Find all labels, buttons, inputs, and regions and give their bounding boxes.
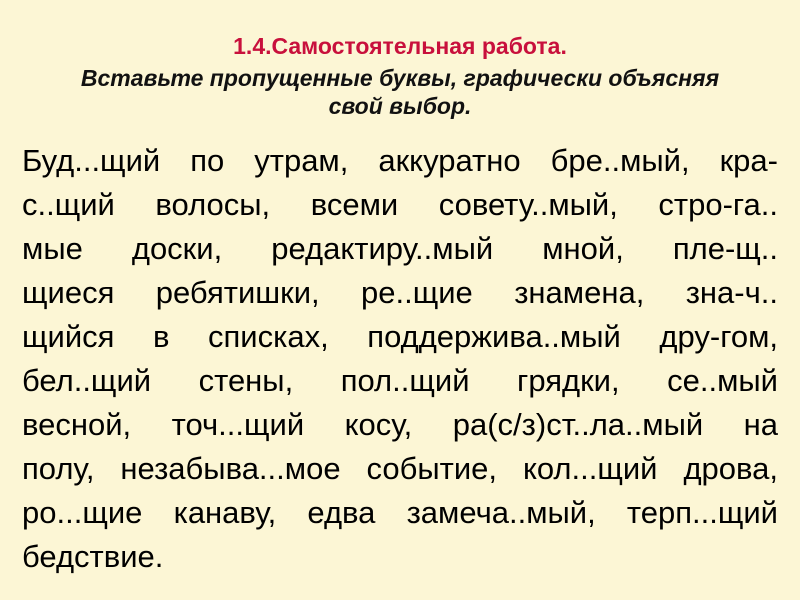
exercise-line: весной, точ...щий косу, ра(с/з)ст..ла..мый на [22,407,778,442]
instruction-line-2: свой выбор. [328,93,472,119]
task-instruction [40,64,760,120]
exercise-line: полу, незабыва...мое событие, кол...щий дрова, [22,451,778,486]
exercise-line: щиеся ребятишки, ре..щие знамена, зна-ч.. [22,275,778,310]
exercise-line: щийся в списках, поддержива..мый дру-гом, [22,319,778,354]
exercise-line: мые доски, редактиру..мый мной, пле-щ.. [22,231,778,266]
exercise-line: бел..щий стены, пол..щий грядки, се..мый [22,363,778,398]
exercise-line: Буд...щий по утрам, аккуратно бре..мый, кра- [22,143,778,178]
exercise-line: с..щий волосы, всеми совету..мый, стро-га.. [22,187,778,222]
exercise-line: ро...щие канаву, едва замеча..мый, терп...щий [22,495,778,530]
slide-heading [0,0,800,120]
exercise-text [22,139,778,579]
instruction-line-1: Вставьте пропущенные буквы, графически объясняя [80,65,720,91]
exercise-line: бедствие. [22,539,164,574]
slide-title: 1.4.Самостоятельная работа. [233,33,567,59]
